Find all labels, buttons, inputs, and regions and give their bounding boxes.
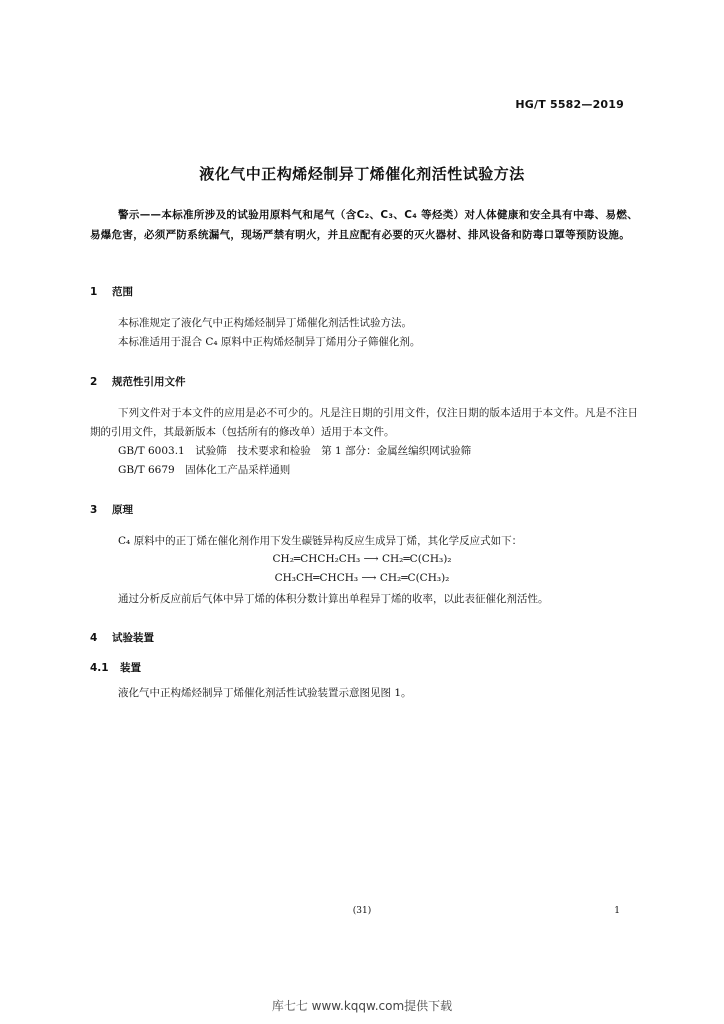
warning-paragraph: 警示——本标准所涉及的试验用原料气和尾气（含C₂、C₃、C₄ 等烃类）对人体健康和安全具有中毒、易燃、易爆危害，必须严防系统漏气，现场严禁有明火，并且应配有必要的灭火器材、排风设备和防毒口罩等预防设施。	[90, 209, 638, 241]
document-title: 液化气中正构烯烃制异丁烯催化剂活性试验方法	[199, 165, 525, 183]
reaction-equation-1: CH₂═CHCH₂CH₃ ⟶ CH₂═C(CH₃)₂	[272, 553, 452, 565]
section-2-heading	[90, 374, 186, 389]
section-4-1-heading	[90, 660, 141, 675]
scope-line-2: 本标准适用于混合 C₄ 原料中正构烯烃制异丁烯用分子筛催化剂。	[118, 336, 421, 348]
principle-conclusion: 通过分析反应前后气体中异丁烯的体积分数计算出单程异丁烯的收率，以此表征催化剂活性。	[118, 593, 549, 605]
section-number: 4.1	[90, 662, 109, 674]
scope-line-1: 本标准规定了液化气中正构烯烃制异丁烯催化剂活性试验方法。	[118, 317, 412, 329]
section-number: 2	[90, 376, 98, 388]
page-number: 1	[614, 906, 620, 916]
download-watermark: 库七七 www.kqqw.com提供下载	[271, 999, 453, 1013]
section-4-heading	[90, 630, 154, 645]
section-title: 装置	[120, 662, 141, 674]
reference-item: GB/T 6679 固体化工产品采样通则	[118, 464, 291, 476]
section-number: 4	[90, 632, 98, 644]
section-3-heading	[90, 502, 133, 517]
section-title: 规范性引用文件	[112, 376, 186, 388]
principle-intro: C₄ 原料中的正丁烯在催化剂作用下发生碳链异构反应生成异丁烯，其化学反应式如下：	[118, 535, 523, 547]
apparatus-text: 液化气中正构烯烃制异丁烯催化剂活性试验装置示意图见图 1。	[118, 687, 412, 699]
section-number: 3	[90, 504, 98, 516]
section-number: 1	[90, 286, 98, 298]
reaction-equation-2: CH₃CH═CHCH₃ ⟶ CH₂═C(CH₃)₂	[274, 572, 450, 584]
section-title: 试验装置	[112, 632, 154, 644]
page-label: (31)	[352, 906, 372, 916]
reference-item: GB/T 6003.1 试验筛 技术要求和检验 第 1 部分：金属丝编织网试验筛	[118, 445, 472, 457]
section-title: 范围	[112, 286, 133, 298]
standard-code: HG/T 5582—2019	[515, 98, 624, 111]
section-title: 原理	[112, 504, 133, 516]
section-1-heading	[90, 284, 133, 299]
normative-references-paragraph: 下列文件对于本文件的应用是必不可少的。凡是注日期的引用文件，仅注日期的版本适用于本文件。凡是不注日期的引用文件，其最新版本（包括所有的修改单）适用于本文件。	[90, 407, 638, 438]
